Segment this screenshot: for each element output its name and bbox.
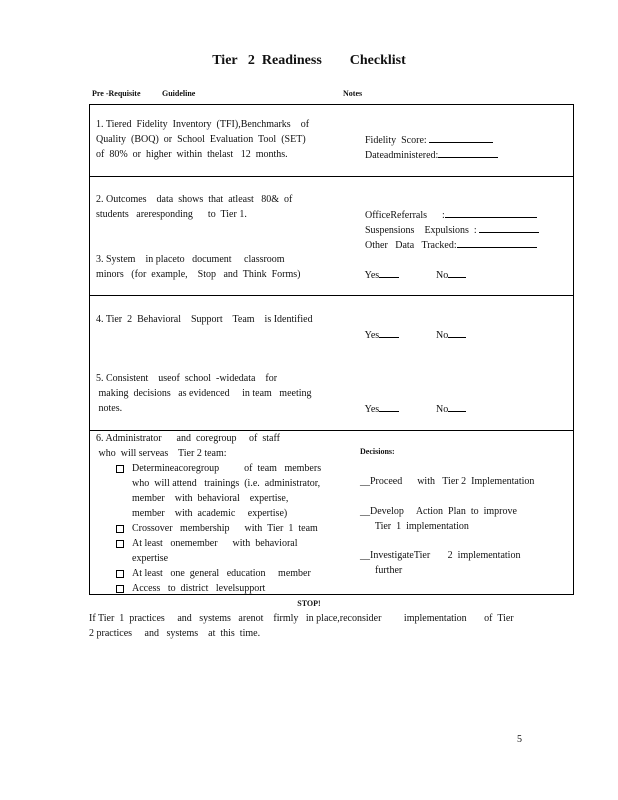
- yes-label: Yes: [364, 270, 380, 281]
- list-item: [116, 536, 346, 566]
- row1-note-date: [360, 132, 498, 163]
- row5-yes: [360, 386, 399, 417]
- row1-prereq: 1. Tiered Fidelity Inventory (TFI),Benchmarks of Quality (BOQ) or School Evaluation Tool (SET) of 80% or higher within thelast 12 months.: [96, 119, 310, 160]
- checkbox-icon: [116, 581, 128, 596]
- page-number: 5: [517, 734, 522, 745]
- no-label: No: [436, 270, 449, 281]
- other-data-label: Other Data Tracked:: [365, 240, 457, 251]
- yes-blank[interactable]: [379, 267, 399, 278]
- no-label: No: [436, 404, 449, 415]
- suspensions-label: Suspensions Expulsions :: [365, 225, 477, 236]
- bullet-text: At least one general education member: [132, 568, 311, 579]
- col-header-prereq: Pre -Requisite: [92, 89, 141, 98]
- decision-proceed[interactable]: __Proceed with Tier 2 Implementation: [360, 476, 535, 487]
- list-item: [116, 521, 346, 536]
- row3-prereq: 3. System in placeto document classroom minors (for example, Stop and Think Forms): [96, 254, 301, 280]
- col-header-guideline: Guideline: [162, 89, 196, 98]
- no-label: No: [436, 330, 449, 341]
- no-blank[interactable]: [448, 267, 466, 278]
- row2-note-other: [360, 222, 537, 253]
- yes-label: Yes: [364, 404, 380, 415]
- row-divider: [90, 176, 573, 177]
- list-item: [116, 566, 346, 581]
- row3-no: [431, 252, 466, 283]
- no-blank[interactable]: [448, 401, 466, 412]
- checkbox-icon: [116, 521, 128, 536]
- bullet-text: Crossover membership with Tier 1 team: [132, 523, 318, 534]
- row4-prereq: 4. Tier 2 Behavioral Support Team is Identified: [96, 314, 313, 325]
- stop-label: STOP!: [297, 599, 321, 608]
- footer-note: If Tier 1 practices and systems arenot firmly in place,reconsider implementation of Tier 2 practices and systems at this time.: [89, 613, 514, 639]
- fidelity-score-label: Fidelity Score:: [365, 135, 427, 146]
- date-administered-label: Dateadministered:: [365, 150, 439, 161]
- list-item: [116, 461, 346, 521]
- decision-investigate[interactable]: __InvestigateTier 2 implementation further: [360, 550, 521, 576]
- page-title: Tier 2 Readiness Checklist: [212, 53, 406, 68]
- checkbox-icon: [116, 566, 128, 581]
- row6-bullet-list: [116, 461, 346, 596]
- office-referrals-label: OfficeReferrals :: [365, 210, 445, 221]
- row5-no: [431, 386, 466, 417]
- checkbox-icon: [116, 536, 128, 551]
- col-header-notes: Notes: [343, 89, 363, 98]
- row-divider: [90, 295, 573, 296]
- bullet-text: Access to district levelsupport: [132, 583, 266, 594]
- yes-blank[interactable]: [379, 401, 399, 412]
- row4-no: [431, 312, 466, 343]
- row3-yes: [360, 252, 399, 283]
- bullet-text: Determineacoregroup of team members who will attend trainings (i.e. administrator, member with behavioral expertise, member with academic expertise): [132, 463, 322, 519]
- row5-prereq: 5. Consistent useof school -widedata for making decisions as evidenced in team meeting notes.: [96, 373, 312, 414]
- row2-prereq: 2. Outcomes data shows that atleast 80& of students areresponding to Tier 1.: [96, 194, 293, 220]
- bullet-text: At least onemember with behavioral expertise: [132, 538, 298, 564]
- decisions-label: Decisions:: [360, 447, 395, 456]
- yes-blank[interactable]: [379, 327, 399, 338]
- row6-prereq: 6. Administrator and coregroup of staff who will serveas Tier 2 team:: [96, 433, 280, 459]
- list-item: [116, 581, 346, 596]
- yes-label: Yes: [364, 330, 380, 341]
- date-administered-blank[interactable]: [438, 147, 498, 158]
- other-data-blank[interactable]: [457, 237, 537, 248]
- no-blank[interactable]: [448, 327, 466, 338]
- decision-develop-plan[interactable]: __Develop Action Plan to improve Tier 1 implementation: [360, 506, 517, 532]
- checkbox-icon: [116, 461, 128, 476]
- row4-yes: [360, 312, 399, 343]
